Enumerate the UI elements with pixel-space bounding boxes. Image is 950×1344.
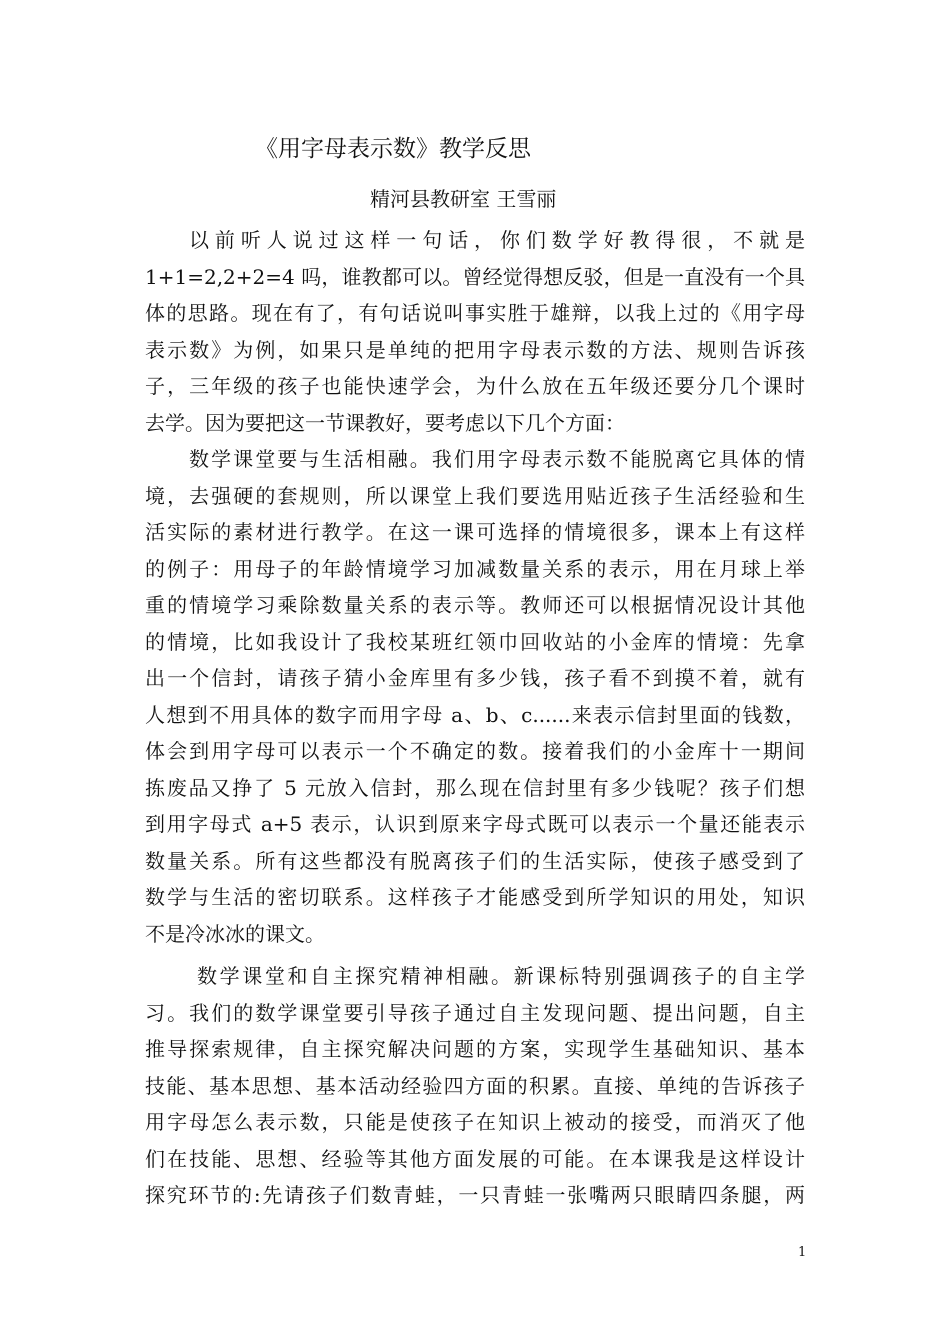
paragraph-2-line-13: 数学与生活的密切联系。这样孩子才能感受到所学知识的用处，知识 [145, 885, 805, 909]
paragraph-3-line-4: 技能、基本思想、基本活动经验四方面的积累。直接、单纯的告诉孩子 [145, 1073, 805, 1098]
paragraph-2-line-6: 的情境，比如我设计了我校某班红领巾回收站的小金库的情境：先拿 [145, 629, 805, 654]
paragraph-1-line-6: 去学。因为要把这一节课教好，要考虑以下几个方面： [145, 410, 625, 435]
paragraph-2-line-4: 的例子：用母子的年龄情境学习加减数量关系的表示，用在月球上举 [145, 556, 805, 581]
document-title: 《用字母表示数》教学反思 [255, 136, 531, 162]
paragraph-2-line-12: 数量关系。所有这些都没有脱离孩子们的生活实际，使孩子感受到了 [145, 848, 805, 873]
paragraph-2-line-3: 活实际的素材进行教学。在这一课可选择的情境很多，课本上有这样 [145, 520, 805, 544]
paragraph-1-line-4: 表示数》为例，如果只是单纯的把用字母表示数的方法、规则告诉孩 [145, 337, 805, 362]
paragraph-3-line-2: 习。我们的数学课堂要引导孩子通过自主发现问题、提出问题，自主 [145, 1000, 805, 1025]
paragraph-2-line-5: 重的情境学习乘除数量关系的表示等。教师还可以根据情况设计其他 [145, 593, 805, 617]
paragraph-2-line-2: 境，去强硬的套规则，所以课堂上我们要选用贴近孩子生活经验和生 [145, 483, 805, 508]
paragraph-3-line-3: 推导探索规律，自主探究解决问题的方案，实现学生基础知识、基本 [145, 1037, 805, 1061]
paragraph-2-line-10: 拣废品又挣了 5 元放入信封，那么现在信封里有多少钱呢？孩子们想 [145, 775, 805, 800]
paragraph-1-line-5: 子，三年级的孩子也能快速学会，为什么放在五年级还要分几个课时 [145, 374, 805, 398]
paragraph-2-line-7: 出一个信封，请孩子猜小金库里有多少钱，孩子看不到摸不着，就有 [145, 666, 805, 690]
paragraph-2-line-14: 不是冷冰冰的课文。 [145, 921, 325, 946]
document-body [145, 222, 805, 1214]
paragraph-2-line-8: 人想到不用具体的数字而用字母 a、b、c......来表示信封里面的钱数， [145, 702, 805, 727]
paragraph-3-line-5: 用字母怎么表示数，只能是使孩子在知识上被动的接受，而消灭了他 [145, 1110, 805, 1134]
paragraph-1-line-2: 1+1=2,2+2=4 吗，谁教都可以。曾经觉得想反驳，但是一直没有一个具 [145, 264, 805, 289]
paragraph-3-line-6: 们在技能、思想、经验等其他方面发展的可能。在本课我是这样设计 [145, 1146, 805, 1171]
paragraph-2-line-11: 到用字母式 a+5 表示，认识到原来字母式既可以表示一个量还能表示 [145, 812, 805, 836]
paragraph-3-line-1: 数学课堂和自主探究精神相融。新课标特别强调孩子的自主学 [197, 964, 805, 988]
page-number: 1 [798, 1245, 807, 1260]
paragraph-3-line-7: 探究环节的:先请孩子们数青蛙，一只青蛙一张嘴两只眼睛四条腿，两 [145, 1183, 805, 1207]
paragraph-1-line-1: 以前听人说过这样一句话，你们数学好教得很，不就是 [189, 228, 805, 252]
paragraph-2-line-9: 体会到用字母可以表示一个不确定的数。接着我们的小金库十一期间 [145, 739, 805, 763]
paragraph-1-line-3: 体的思路。现在有了，有句话说叫事实胜于雄辩，以我上过的《用字母 [145, 301, 805, 325]
document-author: 精河县教研室 王雪丽 [370, 187, 557, 211]
paragraph-2-line-1: 数学课堂要与生活相融。我们用字母表示数不能脱离它具体的情 [189, 447, 805, 471]
